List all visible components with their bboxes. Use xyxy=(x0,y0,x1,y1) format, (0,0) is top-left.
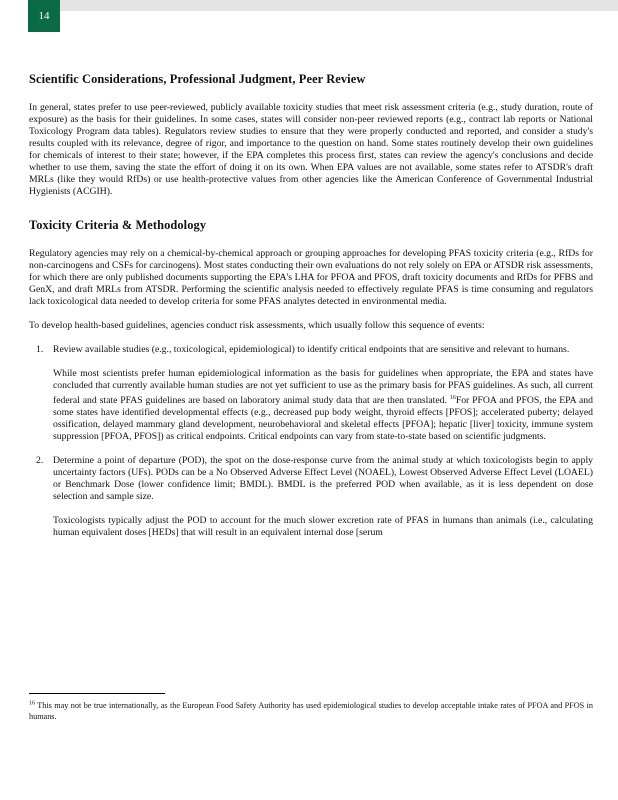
footnote-ref[interactable]: 16 xyxy=(449,395,456,401)
section-heading: Scientific Considerations, Professional Judgment, Peer Review xyxy=(29,72,366,86)
body-paragraph: To develop health-based guidelines, agencies conduct risk assessments, which usually follow this sequence of events: xyxy=(29,320,485,331)
list-number: 1. xyxy=(36,344,44,355)
list-item xyxy=(29,344,593,443)
footnote-marker: 16 xyxy=(29,700,35,707)
footnote-text: This may not be true internationally, as the European Food Safety Authority has used epidemiological studies to develop acceptable intake rates of PFOA and PFOS in humans. xyxy=(29,701,593,721)
risk-assessment-steps xyxy=(29,344,593,539)
page-content xyxy=(29,72,593,551)
list-paragraph: Toxicologists typically adjust the POD to account for the much slower excretion rate of PFAS in humans than animals (i.e., calculating human equivalent doses [HEDs] that will result in an equivalent internal dose [serum xyxy=(53,515,593,539)
list-text: For PFOA and PFOS, the EPA and some states have identified developmental effects (e.g., decreased pup body weight, thyroid effects [PFOS]; accelerated puberty; delayed ossification, delayed mammary gland development, neurobehavioral and skeletal effects [PFOA]; hepatic [liver] toxicity, immune system suppression [PFOA, PFOS]) as critical endpoints. Critical endpoints can vary from state-to-state based on scientific judgments. xyxy=(53,395,593,443)
section-scientific-considerations xyxy=(29,72,593,198)
footnote-divider xyxy=(29,693,165,694)
header-bar xyxy=(60,0,618,11)
list-paragraph: Determine a point of departure (POD), the spot on the dose-response curve from the animal study at which toxicologists begin to apply uncertainty factors (UFs). PODs can be a No Observed Adverse Effect Level (NOAEL), Lowest Observed Adverse Effect Level (LOAEL) or Benchmark Dose (lower confidence limit; BMDL). BMDL is the preferred POD when available, as it is less dependent on dose selection and sample size. xyxy=(53,455,593,503)
section-toxicity-criteria xyxy=(29,218,593,539)
section-heading: Toxicity Criteria & Methodology xyxy=(29,218,207,232)
list-paragraph: Review available studies (e.g., toxicological, epidemiological) to identify critical endpoints that are sensitive and relevant to humans. xyxy=(53,344,570,355)
body-paragraph: Regulatory agencies may rely on a chemical-by-chemical approach or grouping approaches for developing PFAS toxicity criteria (e.g., RfDs for non-carcinogens and CSFs for carcinogens). Most states conducting their own evaluations do not rely solely on EPA or ATSDR risk assessments, for which there are only published documents supporting the EPA's LHA for PFOA and PFOS, draft toxicity documents and RfDs for PFBS and GenX, and draft MRLs from ATSDR. Performing the scientific analysis needed to effectively regulate PFAS is time consuming and regulators lack toxicological data needed to develop criteria for some PFAS analytes detected in environmental media. xyxy=(29,248,593,307)
page-number: 14 xyxy=(38,10,50,22)
body-paragraph: In general, states prefer to use peer-reviewed, publicly available toxicity studies that meet risk assessment criteria (e.g., study duration, route of exposure) as the basis for their guidelines. In some cases, states will consider non-peer reviewed reports (e.g., contract lab reports or National Toxicology Program data tables). Regulators review studies to ensure that they were properly conducted and reported, and consider a study's results coupled with its relevance, degree of rigor, and importance to the question on hand. Some states routinely develop their own guidelines for chemicals of interest to their state; however, if the EPA completes this process first, states can review the agency's conclusions and decide whether to use them, saving the state the effort of doing it on its own. When EPA values are not available, some states refer to ATSDR's draft MRLs (like they would RfDs) or use health-protective values from other agencies like the American Conference of Governmental Industrial Hygienists (ACGIH). xyxy=(29,102,593,197)
list-item xyxy=(29,455,593,539)
list-text: While most scientists prefer human epidemiological information as the basis for guidelines when appropriate, the EPA and states have concluded that currently available human studies are not yet sufficient to use as the primary basis for PFAS guidelines. As such, all current federal and state PFAS guidelines are based on laboratory animal study data that are then translated. xyxy=(53,368,593,407)
page-number-badge xyxy=(28,0,60,32)
list-paragraph xyxy=(53,368,593,443)
footnote xyxy=(29,701,593,722)
list-number: 2. xyxy=(36,455,44,467)
